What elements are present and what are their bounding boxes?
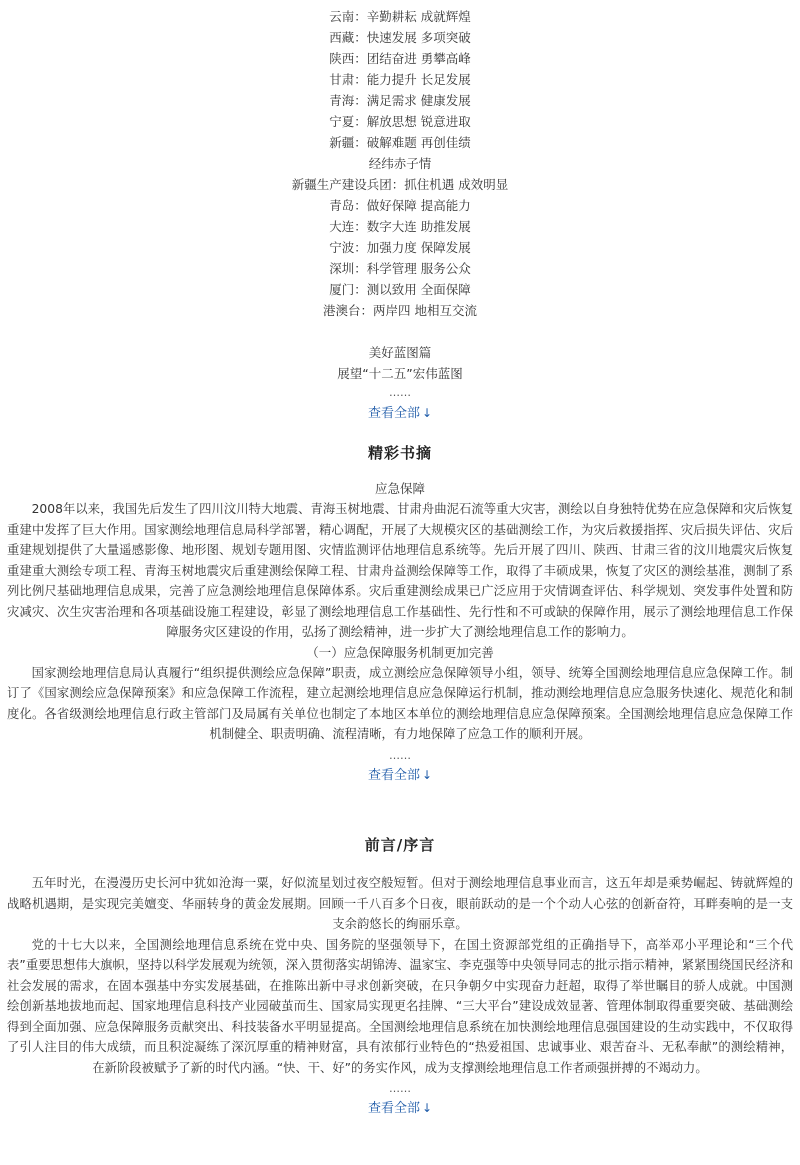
- excerpt-subtitle: 应急保障: [374, 481, 425, 496]
- toc-item: 青岛：做好保障 提高能力: [329, 198, 471, 213]
- excerpt-ellipsis: ……: [389, 748, 411, 762]
- arrow-down-icon: ↓: [421, 767, 433, 782]
- preface-paragraph: 五年时光，在漫漫历史长河中犹如沧海一粟，好似流星划过夜空般短暂。但对于测绘地理信息事业而言，这五年却是乘势崛起、铸就辉煌的战略机遇期，是实现完美嬗变、华丽转身的黄金发展期。回顾一千八百多个日夜，眼前跃动的是一个个动人心弦的创新奋符，耳畔奏响的是一支支余韵悠长的绚丽乐章。: [7, 876, 793, 931]
- preface-view-all-link[interactable]: [0, 1097, 800, 1116]
- preface-ellipsis: ……: [389, 1082, 411, 1095]
- toc-item: 新疆：破解难题 再创佳绩: [329, 135, 471, 150]
- toc-footer: [0, 386, 800, 421]
- toc-item: 厦门：测以致用 全面保障: [329, 282, 471, 297]
- toc-item: 青海：满足需求 健康发展: [329, 93, 471, 108]
- toc-item: 甘肃：能力提升 长足发展: [329, 72, 471, 87]
- toc-item: 经纬赤子情: [368, 156, 432, 171]
- toc-item: 大连：数字大连 助推发展: [329, 219, 471, 234]
- excerpt-heading: 精彩书摘: [367, 444, 432, 462]
- toc-item: 港澳台：两岸四 地相互交流: [323, 303, 477, 318]
- toc-part-title: 美好蓝图篇: [368, 345, 432, 360]
- toc-item: 西藏：快速发展 多项突破: [329, 30, 471, 45]
- excerpt-section: [0, 442, 800, 783]
- preface-heading: 前言/序言: [364, 836, 436, 854]
- toc-item: 宁夏：解放思想 锐意进取: [329, 114, 471, 129]
- table-of-contents: [0, 6, 800, 384]
- toc-item: 深圳：科学管理 服务公众: [329, 261, 471, 276]
- toc-item: 新疆生产建设兵团：抓住机遇 成效明显: [291, 177, 509, 192]
- view-all-label: 查看全部: [367, 406, 420, 421]
- toc-item: 云南：辛勤耕耘 成就辉煌: [329, 9, 471, 24]
- preface-section: [0, 834, 800, 1116]
- excerpt-view-all-link[interactable]: [0, 764, 800, 783]
- preface-paragraph: 党的十七大以来，全国测绘地理信息系统在党中央、国务院的坚强领导下，在国土资源部党组的正确指导下，高举邓小平理论和“三个代表”重要思想伟大旗帜，坚持以科学发展观为统领，深入贯彻落实胡锦涛、温家宝、李克强等中央领导同志的批示指示精神，紧紧围绕国民经济和社会发展的需求，在固本强基中夯实发展基础，在推陈出新中寻求创新突破，在只争朝夕中实现奋力赶超，取得了举世瞩目的骄人成就。中国测绘创新基地拔地而起、国家地理信息科技产业园破茧而生、国家局实现更名挂牌、“三大平台”建设成效显著、管理体制取得重要突破、基础测绘得到全面加强、应急保障服务贡献突出、科技装备水平明显提高。全国测绘地理信息系统在加快测绘地理信息强国建设的生动实践中，不仅取得了引人注目的伟大成绩，而且积淀凝练了深沉厚重的精神财富，具有浓郁行业特色的“热爱祖国、忠诚事业、艰苦奋斗、无私奉献”的测绘精神，在新阶段被赋予了新的时代内涵。“快、干、好”的务实作风，成为支撑测绘地理信息工作者顽强拼搏的不竭动力。: [7, 937, 793, 1075]
- toc-view-all-link[interactable]: [0, 402, 800, 421]
- arrow-down-icon: ↓: [421, 406, 433, 420]
- toc-item: 陕西：团结奋进 勇攀高峰: [329, 51, 471, 66]
- toc-item: 展望“十二五”宏伟蓝图: [337, 366, 463, 381]
- excerpt-subsection-title: （一）应急保障服务机制更加完善: [306, 644, 494, 660]
- toc-item: 宁波：加强力度 保障发展: [329, 240, 471, 255]
- toc-spacer: [0, 321, 800, 342]
- toc-ellipsis: ……: [389, 386, 411, 399]
- view-all-label: 查看全部: [367, 1101, 420, 1116]
- excerpt-paragraph: 2008年以来，我国先后发生了四川汶川特大地震、青海玉树地震、甘肃舟曲泥石流等重大灾害，测绘以自身独特优势在应急保障和灾后恢复重建中发挥了巨大作用。国家测绘地理信息局科学部署，精心调配，开展了大规模灾区的基础测绘工作，为灾后救援指挥、灾后损失评估、灾后重建规划提供了大量遥感影像、地形图、规划专题用图、灾情监测评估地理信息系统等。先后开展了四川、陕西、甘肃三省的汶川地震灾后恢复重建重大测绘专项工程、青海玉树地震灾后重建测绘保障工程、甘肃舟益测绘保障等工作，取得了丰硕成果，恢复了灾区的测绘基准，测制了系列比例尺基础地理信息成果，完善了应急测绘地理信息保障体系。灾后重建测绘成果已广泛应用于灾情调查评估、科学规划、突发事件处置和防灾减灾、次生灾害治理和各项基础设施工程建设，彰显了测绘地理信息工作基础性、先行性和不可或缺的保障作用，展示了测绘地理信息工作保障服务灾区建设的作用，弘扬了测绘精神，进一步扩大了测绘地理信息工作的影响力。: [7, 502, 793, 639]
- excerpt-paragraph: 国家测绘地理信息局认真履行“组织提供测绘应急保障”职责，成立测绘应急保障领导小组，领导、统筹全国测绘地理信息应急保障工作。制订了《国家测绘应急保障预案》和应急保障工作流程，建立起测绘地理信息应急保障运行机制，推动测绘地理信息应急服务快速化、规范化和制度化。各省级测绘地理信息行政主管部门及局属有关单位也制定了本地区本单位的测绘地理信息应急保障预案。全国测绘地理信息应急保障工作机制健全、职责明确、流程清晰，有力地保障了应急工作的顺利开展。: [7, 665, 793, 741]
- view-all-label: 查看全部: [367, 767, 420, 783]
- arrow-down-icon: ↓: [421, 1101, 433, 1115]
